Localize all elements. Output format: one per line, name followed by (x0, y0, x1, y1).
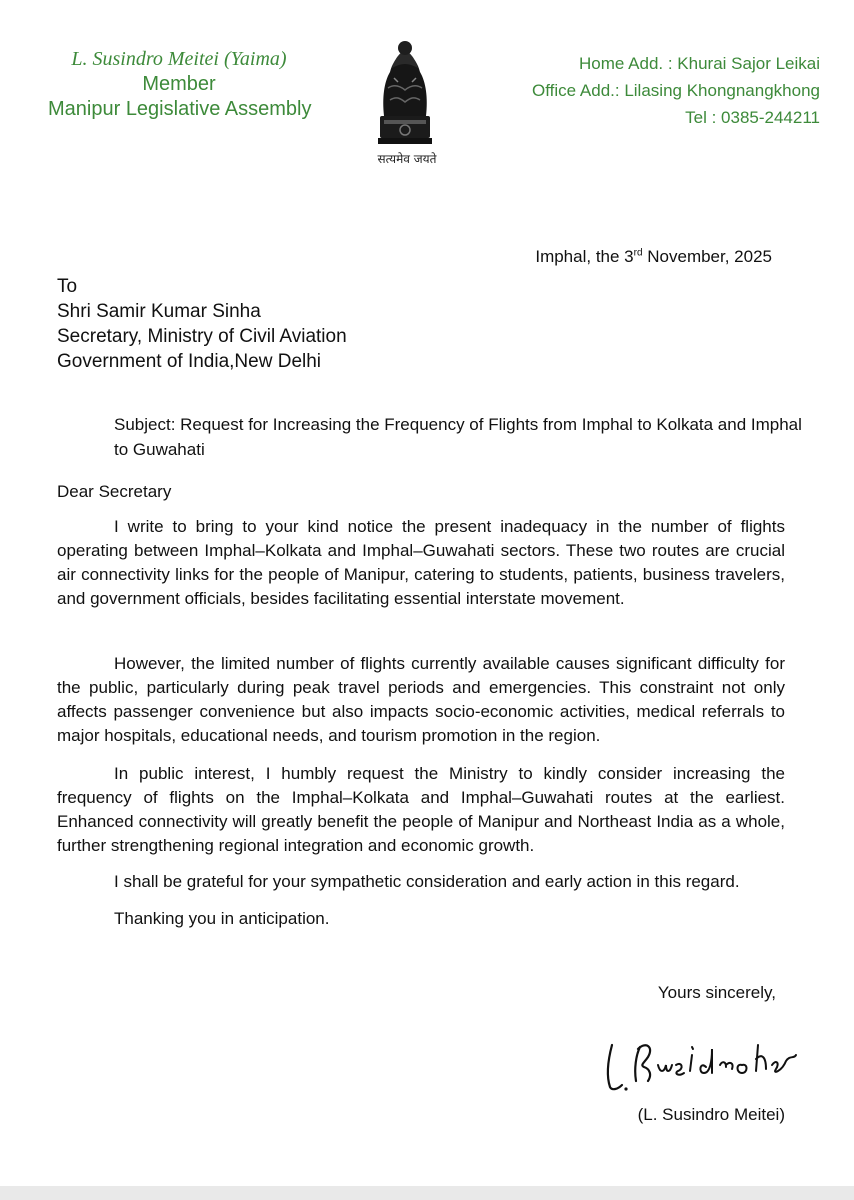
paragraph-1: I write to bring to your kind notice the present inadequacy in the number of flights operating between Imphal–Kolkata and Imphal–Guwahati sectors. These two routes are crucial air connectivity links for the people of Manipur, catering to students, patients, business travelers, and government officials, besides facilitating essential interstate movement. (57, 517, 785, 608)
closing: Yours sincerely, (657, 983, 776, 1002)
recipient-block (57, 274, 347, 374)
assembly-name: Manipur Legislative Assembly (48, 98, 312, 120)
recipient-name: Shri Samir Kumar Sinha (57, 301, 261, 322)
date-rest: November, 2025 (642, 247, 772, 266)
member-name: L. Susindro Meitei (Yaima) (71, 48, 287, 70)
letterhead-left (48, 48, 348, 121)
salutation: Dear Secretary (57, 482, 172, 501)
home-address: Home Add. : Khurai Sajor Leikai (579, 54, 820, 73)
letterhead-right (532, 50, 820, 131)
emblem-motto: सत्यमेव जयते (377, 152, 437, 166)
to-label: To (57, 276, 78, 297)
telephone: Tel : 0385-244211 (685, 108, 820, 127)
signer-name: (L. Susindro Meitei) (637, 1105, 785, 1124)
letter-date (535, 247, 772, 267)
date-prefix: Imphal, the 3 (535, 247, 634, 266)
paragraph-4: I shall be grateful for your sympathetic consideration and early action in this regard. (114, 872, 740, 891)
paragraph-5: Thanking you in anticipation. (114, 909, 330, 928)
letter-subject: Subject: Request for Increasing the Frequency of Flights from Imphal to Kolkata and Imphal to Guwahati (114, 415, 802, 459)
paragraph-3: In public interest, I humbly request the Ministry to kindly consider increasing the frequency of flights on the Imphal–Kolkata and Imphal–Guwahati routes at the earliest. Enhanced connectivity will greatly benefit the people of Manipur and Northeast India as a whole, further strengthening regional integration and economic growth. (57, 764, 785, 855)
scan-bottom-edge (0, 1186, 854, 1200)
paragraph-2: However, the limited number of flights currently available causes significant difficulty for the public, particularly during peak travel periods and emergencies. This constraint not only affects passenger convenience but also impacts socio-economic activities, medical referrals to major hospitals, educational needs, and tourism promotion in the region. (57, 654, 785, 745)
handwritten-signature (600, 1025, 810, 1100)
date-ordinal: rd (633, 247, 643, 259)
recipient-org: Government of India,New Delhi (57, 351, 322, 372)
member-role: Member (142, 73, 216, 95)
recipient-title: Secretary, Ministry of Civil Aviation (57, 326, 347, 347)
office-address: Office Add.: Lilasing Khongnangkhong (532, 81, 820, 100)
